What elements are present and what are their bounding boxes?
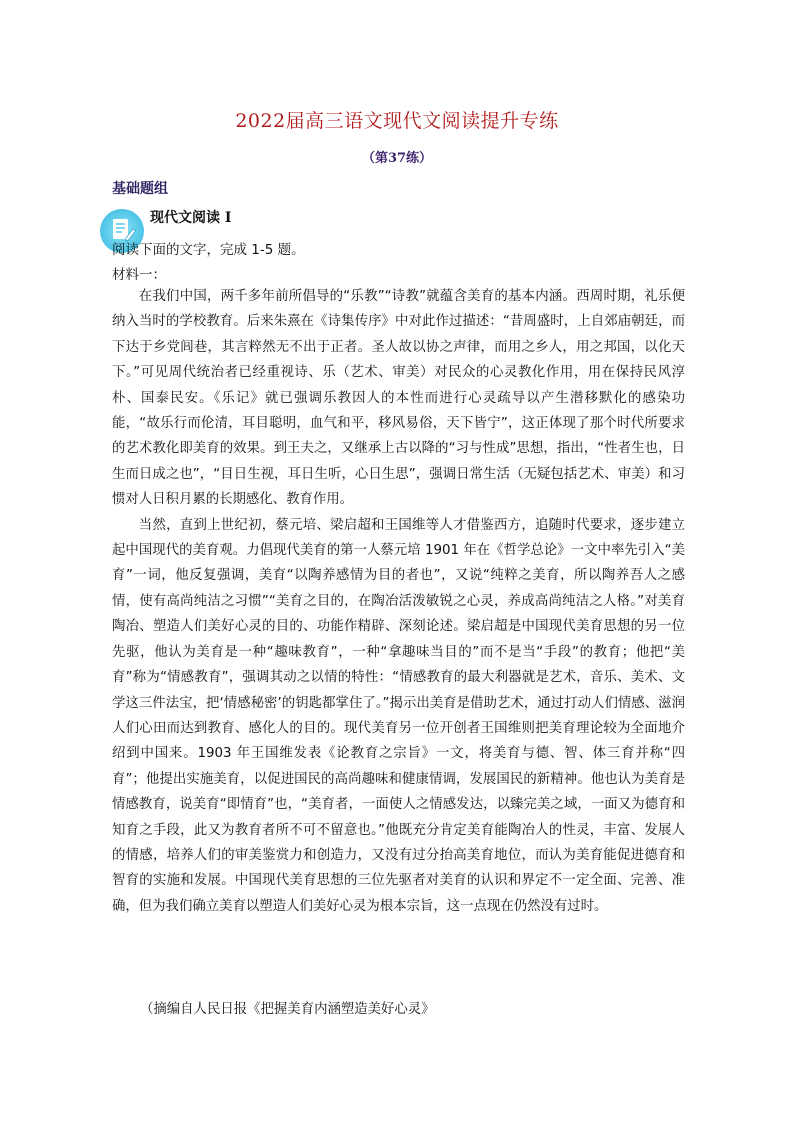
material-label: 材料一： (112, 267, 166, 283)
document-title: 2022届高三语文现代文阅读提升专练 (235, 110, 559, 132)
group-heading: 基础题组 (112, 181, 168, 197)
section-heading: 现代文阅读 I (150, 210, 232, 226)
document-subtitle: （第37练） (361, 151, 433, 166)
source-citation: （摘编自人民日报《把握美育内涵塑造美好心灵》 (140, 1002, 435, 1017)
paragraph-2: 当然，直到上世纪初，蔡元培、梁启超和王国维等人才借鉴西方，追随时代要求，逐步建立起中国现代的美育观。力倡现代美育的第一人蔡元培 1901 年在《哲学总论》一文中率先引入“美育”一词，他反复强调，美育“以陶养感情为目的者也”，又说“纯粹之美育，所以陶养吾人之感情，使有高尚纯洁之习惯”“美育之目的，在陶冶活泼敏锐之心灵，养成高尚纯洁之人格。”对美育陶冶、塑造人们美好心灵的目的、功能作精辟、深刻论述。梁启超是中国现代美育思想的另一位先驱，他认为美育是一种“趣味教育”，一种“拿趣味当目的”而不是当“手段”的教育；他把“美育”称为“情感教育”，强调其动之以情的特性：“情感教育的最大利器就是艺术，音乐、美术、文学这三件法宝，把‘情感秘密’的钥匙都掌住了。”揭示出美育是借助艺术，通过打动人们情感、滋润人们心田而达到教育、感化人的目的。现代美育另一位开创者王国维则把美育理论较为全面地介绍到中国来。1903 年王国维发表《论教育之宗旨》一文，将美育与德、智、体三育并称“四育”；他提出实施美育，以促进国民的高尚趣味和健康情调，发展国民的新精神。他也认为美育是情感教育，说美育“即情育”也，“美育者，一面使人之情感发达，以臻完美之域，一面又为德育和知育之手段，此又为教育者所不可不留意也。”他既充分肯定美育能陶冶人的性灵，丰富、发展人的情感，培养人们的审美鉴赏力和创造力，又没有过分抬高美育地位，而认为美育能促进德育和智育的实施和发展。中国现代美育思想的三位先驱者对美育的认识和界定不一定全面、完善、准确，但为我们确立美育以塑造人们美好心灵为根本宗旨，这一点现在仍然没有过时。 (112, 517, 685, 914)
reading-instruction: 阅读下面的文字，完成 1-5 题。 (112, 242, 305, 258)
paragraph-1: 在我们中国，两千多年前所倡导的“乐教”“诗教”就蕴含美育的基本内涵。西周时期，礼乐便纳入当时的学校教育。后来朱熹在《诗集传序》中对此作过描述：“昔周盛时，上自郊庙朝廷，而下达于乡党闾巷，其言粹然无不出于正者。圣人故以协之声律，而用之乡人，用之邦国，以化天下。”可见周代统治者已经重视诗、乐（艺术、审美）对民众的心灵教化作用，用在保持民风淳朴、国泰民安。《乐记》就已强调乐教因人的本性而进行心灵疏导以产生潜移默化的感染功能，“故乐行而伦清，耳目聪明，血气和平，移风易俗，天下皆宁”，这正体现了那个时代所要求的艺术教化即美育的效果。到王夫之，又继承上古以降的“习与性成”思想，指出，“性者生也，日生而日成之也”，“目日生视，耳日生听，心日生思”，强调日常生活（无疑包括艺术、审美）和习惯对人日积月累的长期感化、教育作用。 (112, 289, 685, 508)
article-body (112, 284, 685, 919)
